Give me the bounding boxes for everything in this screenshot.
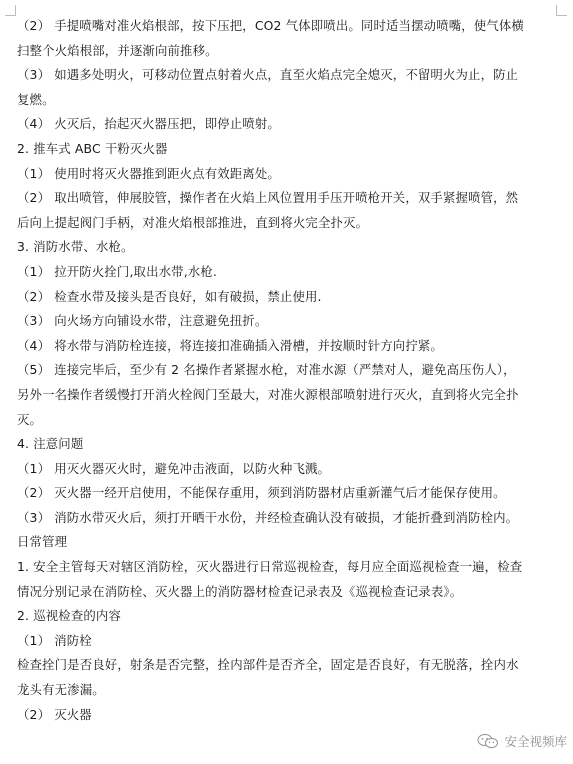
wechat-icon (477, 733, 499, 749)
text-line: （4） 将水带与消防栓连接，将连接扣准确插入滑槽，并按顺时针方向拧紧。 (17, 337, 443, 353)
text-line: 情况分别记录在消防栓、灭火器上的消防器材检查记录表及《巡视检查记录表》。 (17, 583, 463, 599)
text-line: 后向上提起阀门手柄，对准火焰根部推进，直到将火完全扑灭。 (17, 214, 369, 230)
text-line: （3） 向火场方向铺设水带，注意避免扭折。 (17, 313, 268, 329)
text-line: 检查拴门是否良好，射条是否完整，拴内部件是否齐全，固定是否良好，有无脱落，拴内水 (17, 657, 519, 673)
text-line: （2） 手提喷嘴对准火焰根部，按下压把，CO2 气体即喷出。同时适当摆动喷嘴，使气体横 (17, 18, 524, 33)
text-line: （2） 灭火器 (17, 706, 92, 722)
text-line: 复燃。 (17, 91, 55, 107)
text-line: （2） 检查水带及接头是否良好，如有破损，禁止使用. (17, 288, 322, 304)
text-line: （2） 取出喷管，伸展胶管，操作者在火焰上风位置用手压开喷枪开关，双手紧握喷管，然 (17, 190, 519, 206)
text-line: （3） 消防水带灭火后，须打开晒干水份，并经检查确认没有破损，才能折叠到消防栓内。 (17, 509, 519, 525)
text-line: （5） 连接完毕后，至少有 2 名操作者紧握水枪，对准水源（严禁对人，避免高压伤人）， (17, 362, 516, 378)
text-line: （1） 消防栓 (17, 632, 92, 648)
text-line: （1） 用灭火器灭火时，避免冲击液面，以防火种飞溅。 (17, 460, 331, 476)
section-heading: 3. 消防水带、水枪。 (17, 239, 134, 255)
text-line: （1） 使用时将灭火器推到距火点有效距离处。 (17, 165, 280, 181)
text-line: （1） 拉开防火拴门,取出水带,水枪. (17, 263, 217, 279)
section-heading: 4. 注意问题 (17, 436, 84, 452)
section-heading: 日常管理 (17, 534, 68, 550)
text-line: （4） 火灭后，抬起灭火器压把，即停止喷射。 (17, 116, 280, 132)
text-line: 1. 安全主管每天对辖区消防栓，灭火器进行日常巡视检查，每月应全面巡视检查一遍，检查 (17, 559, 523, 575)
text-line: （2） 灭火器一经开启使用，不能保存重用，须到消防器材店重新灌气后才能保存使用。 (17, 485, 506, 501)
text-line: 扫整个火焰根部，并逐渐向前推移。 (17, 42, 218, 58)
document-body (17, 14, 562, 727)
section-heading: 2. 推车式 ABC 干粉灭火器 (17, 140, 168, 156)
text-line: 灭。 (17, 411, 43, 427)
text-line: （3） 如遇多处明火，可移动位置点射着火点，直至火焰点完全熄灭，不留明火为止，防止 (17, 67, 519, 83)
section-heading: 2. 巡视检查的内容 (17, 608, 121, 624)
text-line: 龙头有无渗漏。 (17, 682, 105, 698)
text-line: 另外一名操作者缓慢打开消火栓阀门至最大，对准火源根部喷射进行灭火，直到将火完全扑 (17, 386, 519, 402)
page-corner-mark-left (5, 5, 16, 16)
watermark-text: 安全视频库 (504, 734, 567, 749)
watermark (477, 732, 567, 750)
